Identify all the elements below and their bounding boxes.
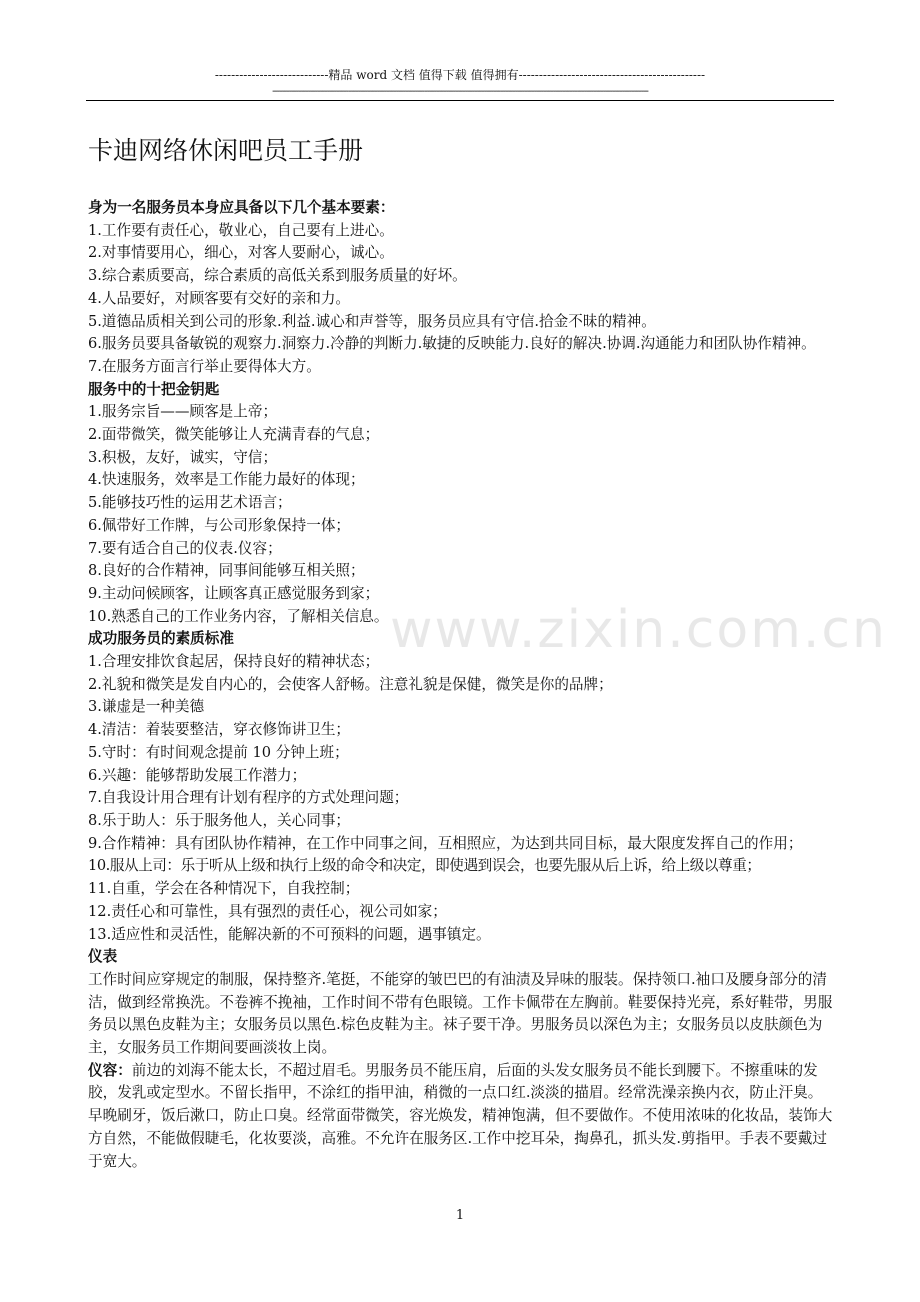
- grooming-text: 前边的刘海不能太长，不超过眉毛。男服务员不能压肩，后面的头发女服务员不能长到腰下。不擦重味的发胶，发乳或定型水。不留长指甲，不涂红的指甲油，稍微的一点口红.淡淡的描眉。经常洗澡亲换内衣，防止汗臭。早晚刷牙，饭后漱口，防止口臭。经常面带微笑，容光焕发，精神饱满，但不要做作。不使用浓味的化妆品，装饰大方自然，不能做假睫毛，化妆要淡，高雅。不允许在服务区.工作中挖耳朵，掏鼻孔，抓头发.剪指甲。手表不要戴过于宽大。: [88, 1061, 833, 1170]
- header-banner: ----------------------------精品 word 文档 值得下载 值得拥有----------------------------------------------: [214, 68, 706, 82]
- list-item: 3.谦虚是一种美德: [88, 698, 205, 716]
- list-item: 7.要有适合自己的仪表.仪容；: [88, 539, 282, 557]
- list-item: 7.在服务方面言行举止要得体大方。: [88, 357, 321, 375]
- list-item: 6.兴趣：能够帮助发展工作潜力；: [88, 766, 307, 784]
- grooming-paragraph: [88, 1060, 836, 1174]
- list-item: 3.综合素质要高，综合素质的高低关系到服务质量的好坏。: [88, 267, 467, 285]
- list-item: 4.清洁：着装要整洁，穿衣修饰讲卫生；: [88, 721, 351, 739]
- list-item: 4.快速服务，效率是工作能力最好的体现；: [88, 471, 365, 489]
- list-item: 13.适应性和灵活性，能解决新的不可预料的问题，遇事镇定。: [88, 925, 491, 943]
- list-item: 11.自重，学会在各种情况下，自我控制；: [88, 880, 360, 898]
- page-title: 卡迪网络休闲吧员工手册: [88, 136, 364, 165]
- list-item: 3.积极，友好，诚实，守信；: [88, 448, 278, 466]
- list-item: 6.服务员要具备敏锐的观察力.洞察力.冷静的判断力.敏捷的反映能力.良好的解决.协调.沟通能力和团队协作精神。: [88, 335, 816, 353]
- list-item: 2.对事情要用心，细心，对客人要耐心，诚心。: [88, 244, 394, 262]
- appearance-paragraph: 工作时间应穿规定的制服，保持整齐.笔挺，不能穿的皱巴巴的有油渍及异味的服装。保持领口.袖口及腰身部分的清洁，做到经常换洗。不卷裤不挽袖，工作时间不带有色眼镜。工作卡佩带在左胸前。鞋要保持光亮，系好鞋带，男服务员以黑色皮鞋为主；女服务员以黑色.棕色皮鞋为主。袜子要干净。男服务员以深色为主；女服务员以皮肤颜色为主，女服务员工作期间要画淡妆上岗。: [88, 970, 833, 1057]
- page-number: 1: [455, 1208, 465, 1223]
- list-item: 9.合作精神：具有团队协作精神，在工作中同事之间，互相照应，为达到共同目标，最大限度发挥自己的作用；: [88, 834, 803, 852]
- list-item: 12.责任心和可靠性，具有强烈的责任心，视公司如家；: [88, 902, 447, 920]
- document-body: [88, 197, 836, 1173]
- section-heading-appearance: 仪表: [88, 948, 118, 966]
- list-item: 5.能够技巧性的运用艺术语言；: [88, 494, 292, 512]
- grooming-label: 仪容：: [88, 1061, 132, 1079]
- header-dashes: --------------------------------------------------------------------------------------------------------------------------------------------------------------: [272, 86, 648, 97]
- watermark: www.zixin.com.cn: [390, 600, 887, 660]
- list-item: 10.服从上司：乐于听从上级和执行上级的命令和决定，即使遇到误会，也要先服从后上诉，给上级以尊重；: [88, 857, 761, 875]
- list-item: 6.佩带好工作牌，与公司形象保持一体；: [88, 516, 351, 534]
- header-rule: [86, 100, 834, 101]
- section-heading-keys: 服务中的十把金钥匙: [88, 380, 220, 398]
- list-item: 2.面带微笑，微笑能够让人充满青春的气息；: [88, 426, 380, 444]
- list-item: 9.主动问候顾客，让顾客真正感觉服务到家；: [88, 584, 380, 602]
- list-item: 7.自我设计用合理有计划有程序的方式处理问题；: [88, 789, 409, 807]
- list-item: 4.人品要好，对顾客要有交好的亲和力。: [88, 289, 351, 307]
- list-item: 1.服务宗旨——顾客是上帝；: [88, 403, 278, 421]
- list-item: 2.礼貌和微笑是发自内心的，会使客人舒畅。注意礼貌是保健，微笑是你的品牌；: [88, 675, 613, 693]
- list-item: 5.守时：有时间观念提前 10 分钟上班；: [88, 743, 349, 761]
- list-item: 8.乐于助人：乐于服务他人，关心同事；: [88, 811, 351, 829]
- section-heading-quality: 成功服务员的素质标准: [88, 630, 234, 648]
- list-item: 10.熟悉自己的工作业务内容，了解相关信息。: [88, 607, 389, 625]
- list-item: 1.合理安排饮食起居，保持良好的精神状态；: [88, 653, 380, 671]
- list-item: 8.良好的合作精神，同事间能够互相关照；: [88, 562, 365, 580]
- section-heading-basics: 身为一名服务员本身应具备以下几个基本要素：: [88, 199, 395, 216]
- list-item: 1.工作要有责任心，敬业心，自己要有上进心。: [88, 221, 394, 239]
- list-item: 5.道德品质相关到公司的形象.利益.诚心和声誉等，服务员应具有守信.拾金不昧的精神。: [88, 312, 656, 330]
